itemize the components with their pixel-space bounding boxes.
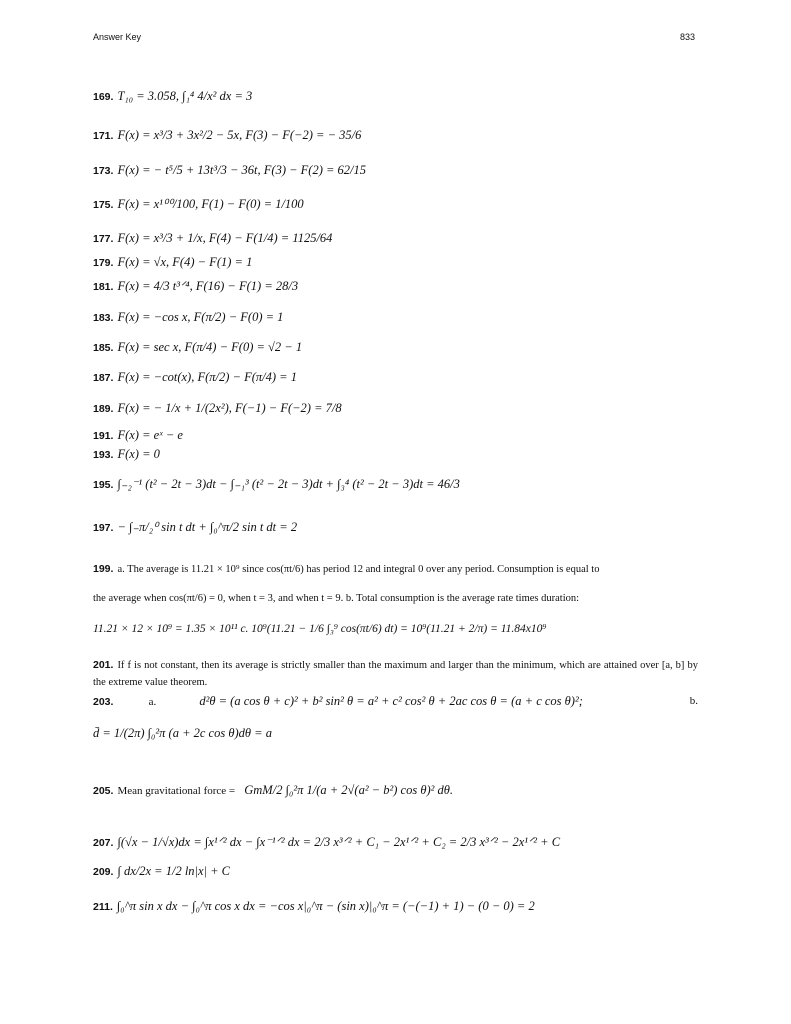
page-number: 833 bbox=[679, 32, 695, 42]
answer-171 bbox=[93, 127, 361, 144]
part-b-label: b. bbox=[689, 695, 698, 707]
answer-197 bbox=[93, 519, 297, 536]
item-number: 179. bbox=[93, 257, 114, 269]
item-number: 173. bbox=[93, 165, 114, 177]
item-number: 169. bbox=[93, 91, 114, 103]
part-b-expression: d̄ = 1/(2π) ∫₀²π (a + 2c cos θ)dθ = a bbox=[93, 726, 272, 740]
answer-187 bbox=[93, 369, 297, 386]
item-number: 195. bbox=[93, 479, 114, 491]
item-expression: F(x) = x³/3 + 1/x, F(4) − F(1/4) = 1125/64 bbox=[117, 231, 333, 245]
part-a-label: a. bbox=[148, 696, 157, 708]
item-number: 209. bbox=[93, 866, 114, 878]
item-number: 189. bbox=[93, 403, 114, 415]
item-number: 185. bbox=[93, 342, 114, 354]
item-expression: F(x) = −cot(x), F(π/2) − F(π/4) = 1 bbox=[117, 370, 297, 384]
item-expression: F(x) = − 1/x + 1/(2x²), F(−1) − F(−2) = 7/8 bbox=[117, 401, 342, 415]
item-number: 211. bbox=[93, 901, 113, 913]
item-expression: F(x) = −cos x, F(π/2) − F(0) = 1 bbox=[117, 310, 284, 324]
item-expression: ∫(√x − 1/√x)dx = ∫x¹ᐟ² dx − ∫x⁻¹ᐟ² dx = 2/3 x³ᐟ² + C₁ − 2x¹ᐟ² + C₂ = 2/3 x³ᐟ² − 2x¹ᐟ² + C bbox=[117, 835, 561, 849]
item-number: 207. bbox=[93, 837, 114, 849]
item-number: 203. bbox=[93, 696, 114, 708]
item-expression: F(x) = x¹⁰⁰/100, F(1) − F(0) = 1/100 bbox=[117, 197, 304, 211]
item-expression: F(x) = 0 bbox=[117, 447, 160, 461]
answer-173 bbox=[93, 162, 366, 179]
item-expression: F(x) = − t⁵/5 + 13t³/3 − 36t, F(3) − F(2) = 62/15 bbox=[117, 163, 367, 177]
item-number: 191. bbox=[93, 430, 114, 442]
item-number: 183. bbox=[93, 312, 114, 324]
item-number: 193. bbox=[93, 449, 114, 461]
answer-177 bbox=[93, 230, 332, 247]
item-expression: ∫ dx/2x = 1/2 ln|x| + C bbox=[117, 864, 231, 878]
item-expression: ∫₋₂⁻¹ (t² − 2t − 3)dt − ∫₋₁³ (t² − 2t − 3)dt + ∫₃⁴ (t² − 2t − 3)dt = 46/3 bbox=[117, 477, 460, 491]
answer-207 bbox=[93, 834, 560, 851]
answer-195 bbox=[93, 476, 460, 493]
item-number: 175. bbox=[93, 199, 114, 211]
answer-205 bbox=[93, 782, 453, 799]
item-expression: F(x) = x³/3 + 3x²/2 − 5x, F(3) − F(−2) = − 35/6 bbox=[117, 128, 362, 142]
answer-175 bbox=[93, 196, 304, 213]
item-number: 187. bbox=[93, 372, 114, 384]
answer-189 bbox=[93, 400, 342, 417]
answer-199-line-1: a. The average is 11.21 × 10⁹ since cos(πt/6) has period 12 and integral 0 over any period. Consumption is equal to bbox=[117, 564, 600, 575]
answer-203 bbox=[93, 693, 698, 710]
answer-181 bbox=[93, 278, 298, 295]
answer-199-line-3: 11.21 × 12 × 10⁹ = 1.35 × 10¹¹ c. 10⁹(11.21 − 1/6 ∫₃⁹ cos(πt/6) dt) = 10⁹(11.21 + 2/π) = 11.84x10⁹ bbox=[93, 623, 547, 635]
answer-205-expression: GmM/2 ∫₀²π 1/(a + 2√(a² − b²) cos θ)² dθ. bbox=[244, 783, 454, 797]
item-number: 199. bbox=[93, 563, 114, 575]
item-number: 201. bbox=[93, 659, 114, 671]
item-expression: F(x) = sec x, F(π/4) − F(0) = √2 − 1 bbox=[117, 340, 303, 354]
item-number: 205. bbox=[93, 785, 114, 797]
item-number: 181. bbox=[93, 281, 114, 293]
answer-211 bbox=[93, 898, 535, 915]
answer-169 bbox=[93, 88, 252, 105]
answer-201-text: If f is not constant, then its average is strictly smaller than the maximum and larger than the minimum, which are attained over [a, b] by the extreme value theorem. bbox=[93, 660, 698, 688]
answer-193 bbox=[93, 446, 160, 463]
item-expression: F(x) = √x, F(4) − F(1) = 1 bbox=[117, 255, 253, 269]
answer-205-label: Mean gravitational force = bbox=[117, 785, 236, 797]
answer-209 bbox=[93, 863, 230, 880]
answer-183 bbox=[93, 309, 283, 326]
item-expression: F(x) = eˣ − e bbox=[117, 428, 183, 442]
item-expression: − ∫₋π/₂⁰ sin t dt + ∫₀^π/2 sin t dt = 2 bbox=[117, 520, 298, 534]
item-expression: ∫₀^π sin x dx − ∫₀^π cos x dx = −cos x|₀^π − (sin x)|₀^π = (−(−1) + 1) − (0 − 0) = 2 bbox=[116, 899, 535, 913]
answer-185 bbox=[93, 339, 302, 356]
item-expression: T₁₀ = 3.058, ∫₁⁴ 4/x² dx = 3 bbox=[117, 89, 253, 103]
item-expression: F(x) = 4/3 t³ᐟ⁴, F(16) − F(1) = 28/3 bbox=[117, 279, 299, 293]
item-number: 171. bbox=[93, 130, 114, 142]
answer-201 bbox=[93, 657, 698, 691]
answer-179 bbox=[93, 254, 252, 271]
item-number: 177. bbox=[93, 233, 114, 245]
running-header-title: Answer Key bbox=[93, 32, 142, 42]
answer-199-line-2: the average when cos(πt/6) = 0, when t = 3, and when t = 9. b. Total consumption is the average rate times duration: bbox=[93, 593, 580, 604]
item-number: 197. bbox=[93, 522, 114, 534]
answer-203-part-b bbox=[93, 725, 272, 741]
answer-191 bbox=[93, 427, 183, 444]
part-a-expression: d²θ = (a cos θ + c)² + b² sin² θ = a² + c² cos² θ + 2ac cos θ = (a + c cos θ)²; bbox=[199, 694, 583, 708]
answer-199 bbox=[93, 561, 698, 638]
